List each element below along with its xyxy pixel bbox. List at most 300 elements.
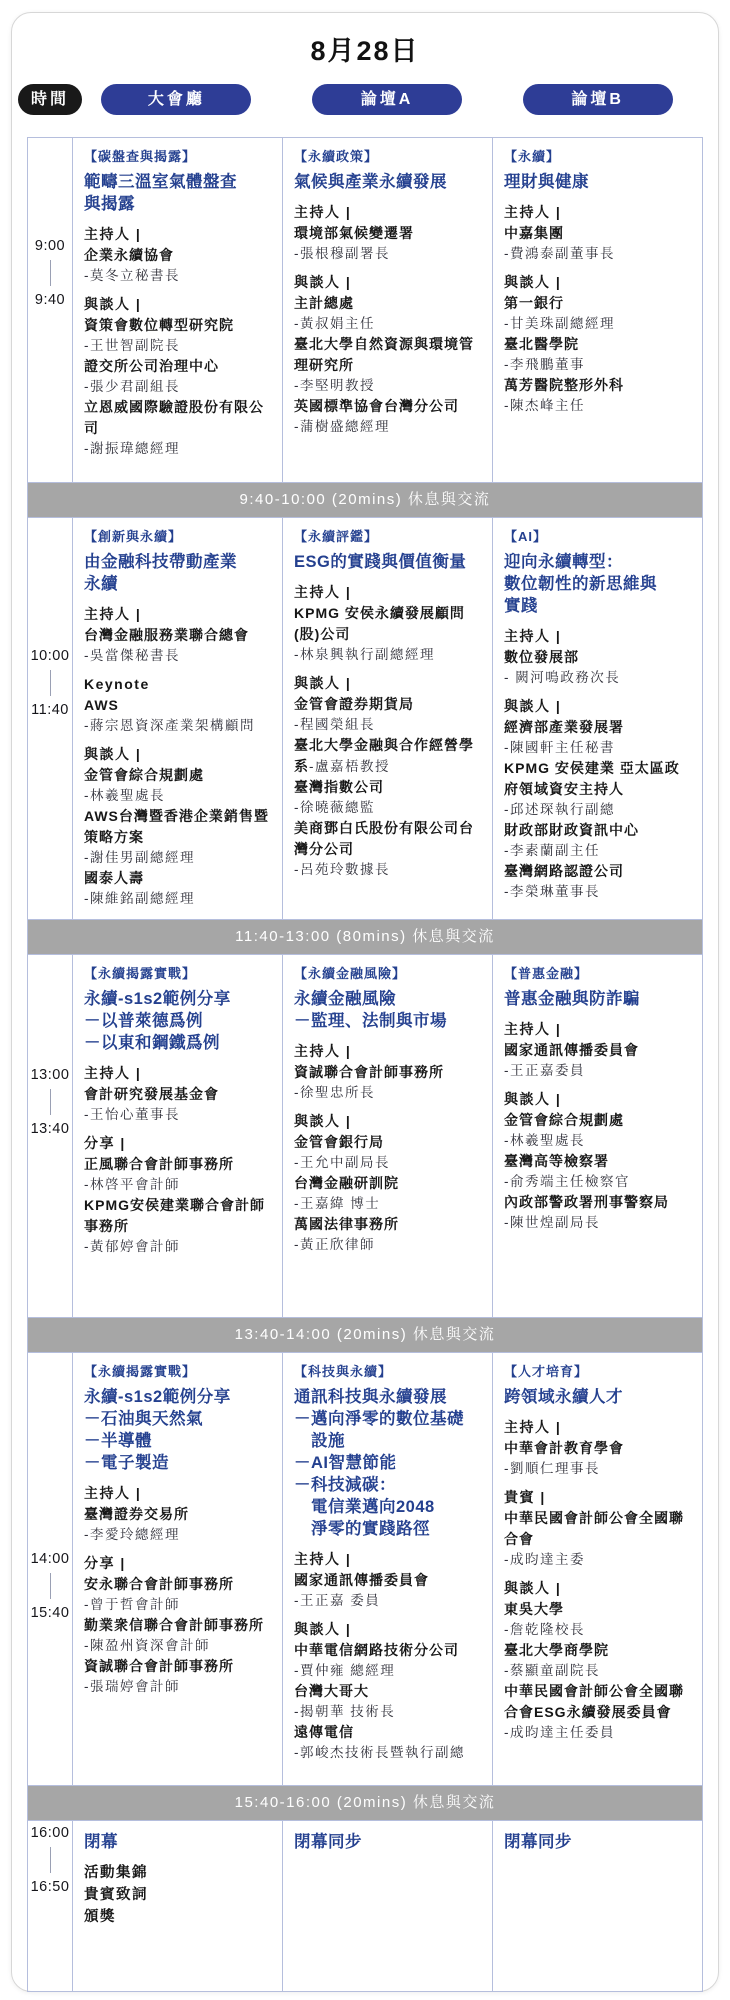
speaker-person: -張少君副組長 bbox=[84, 379, 180, 394]
time-cell bbox=[28, 955, 72, 1317]
speaker-organization: 金管會銀行局 bbox=[294, 1134, 384, 1150]
speaker-person: -謝佳男副總經理 bbox=[84, 850, 195, 865]
speaker-person: -林羲聖處長 bbox=[84, 788, 165, 803]
speaker-entry bbox=[504, 1681, 693, 1743]
time-range bbox=[28, 518, 72, 718]
speaker-entry bbox=[294, 396, 483, 437]
speaker-role-label: 主持人 | bbox=[294, 204, 352, 220]
session-title-line: 淨零的實踐路徑 bbox=[294, 1520, 430, 1538]
speaker-block bbox=[294, 1549, 483, 1611]
speaker-entry bbox=[504, 1151, 693, 1192]
speaker-organization: 環境部氣候變遷署 bbox=[294, 225, 414, 241]
speaker-person: -陳世煌副局長 bbox=[504, 1215, 600, 1230]
speaker-person: -成昀達主任委員 bbox=[504, 1725, 615, 1740]
speaker-person: -李素蘭副主任 bbox=[504, 843, 600, 858]
speaker-block bbox=[294, 272, 483, 437]
speaker-person: -李榮琳董事長 bbox=[504, 884, 600, 899]
speaker-organization: KPMG 安侯建業 亞太區政府領域資安主持人 bbox=[504, 760, 680, 797]
speaker-role-label: 主持人 | bbox=[84, 1485, 142, 1501]
session-title-line: －石油與天然氣 bbox=[84, 1410, 203, 1428]
session-title-line: －邁向淨零的數位基礎 bbox=[294, 1410, 464, 1428]
speaker-role-label: 與談人 | bbox=[294, 1113, 352, 1129]
break-text: 9:40-10:00 (20mins) 休息與交流 bbox=[239, 491, 491, 508]
time-range bbox=[28, 1353, 72, 1621]
session-title-line: 閉幕 bbox=[84, 1833, 118, 1851]
session-title bbox=[294, 551, 483, 573]
session-cell bbox=[72, 955, 282, 1317]
session-plain-line: 頒獎 bbox=[84, 1909, 116, 1925]
session-title-line: 理財與健康 bbox=[504, 173, 589, 191]
speaker-organization: 萬芳醫院整形外科 bbox=[504, 377, 624, 393]
time-cell bbox=[28, 518, 72, 919]
session-row bbox=[28, 138, 702, 482]
speaker-person: -陳杰峰主任 bbox=[504, 398, 585, 413]
speaker-entry bbox=[294, 735, 483, 777]
speaker-person: -黃正欣律師 bbox=[294, 1237, 375, 1252]
speaker-entry bbox=[294, 777, 483, 818]
speaker-entry bbox=[504, 293, 693, 334]
session-title bbox=[84, 171, 273, 215]
speaker-entry bbox=[504, 1640, 693, 1681]
speaker-entry bbox=[84, 695, 273, 736]
session-title-line: 普惠金融與防詐騙 bbox=[504, 990, 640, 1008]
session-category-tag: 【永續揭露實戰】 bbox=[84, 1364, 197, 1379]
time-end: 9:40 bbox=[34, 292, 66, 308]
speaker-person: -王允中副局長 bbox=[294, 1155, 390, 1170]
speaker-role-label: 主持人 | bbox=[504, 1021, 562, 1037]
session-category-tag: 【普惠金融】 bbox=[504, 966, 589, 981]
session-title-line: 永續-s1s2範例分享 bbox=[84, 990, 231, 1008]
speaker-role-label: 主持人 | bbox=[504, 628, 562, 644]
speaker-person: -王嘉緯 博士 bbox=[294, 1196, 381, 1211]
time-connector-line bbox=[50, 1089, 51, 1115]
session-title-line: －科技減碳： bbox=[294, 1476, 396, 1494]
session-title-line: 數位韌性的新思維與 bbox=[504, 575, 657, 593]
speaker-person: -俞秀端主任檢察官 bbox=[504, 1174, 630, 1189]
speaker-block bbox=[84, 1063, 273, 1125]
speaker-entry bbox=[84, 245, 273, 286]
speaker-person: -陳維銘副總經理 bbox=[84, 891, 195, 906]
session-category-tag: 【永續揭露實戰】 bbox=[84, 966, 197, 981]
speaker-organization: 內政部警政署刑事警察局 bbox=[504, 1194, 669, 1210]
session-title bbox=[84, 551, 273, 595]
session-title-line: －以普萊德爲例 bbox=[84, 1012, 203, 1030]
speaker-block bbox=[84, 674, 273, 736]
break-text: 11:40-13:00 (80mins) 休息與交流 bbox=[235, 928, 495, 945]
speaker-block bbox=[504, 626, 693, 688]
session-category-tag: 【AI】 bbox=[504, 529, 548, 544]
speaker-entry bbox=[294, 603, 483, 665]
speaker-entry bbox=[294, 1062, 483, 1103]
speaker-person: -詹乾隆校長 bbox=[504, 1622, 585, 1637]
speaker-role-label: 與談人 | bbox=[504, 1091, 562, 1107]
session-cell bbox=[72, 138, 282, 482]
time-cell bbox=[28, 1353, 72, 1785]
session-cell bbox=[72, 518, 282, 919]
date-title: 8月28日 bbox=[310, 36, 420, 66]
session-title-line: 氣候與產業永續發展 bbox=[294, 173, 447, 191]
session-plain-line: 貴賓致詞 bbox=[84, 1887, 148, 1903]
speaker-entry bbox=[504, 1599, 693, 1640]
speaker-role-label: 與談人 | bbox=[504, 698, 562, 714]
speaker-role-label: 主持人 | bbox=[84, 1065, 142, 1081]
session-title-line: 實踐 bbox=[504, 597, 538, 615]
session-title-line: 通訊科技與永續發展 bbox=[294, 1388, 447, 1406]
time-header-pill: 時間 bbox=[18, 84, 82, 115]
speaker-role-label: Keynote bbox=[84, 676, 150, 692]
speaker-role-label: 主持人 | bbox=[504, 1419, 562, 1435]
session-title-line: －AI智慧節能 bbox=[294, 1454, 397, 1472]
speaker-entry bbox=[294, 1214, 483, 1255]
speaker-entry bbox=[84, 1504, 273, 1545]
speaker-entry bbox=[84, 765, 273, 806]
speaker-person: -成昀達主委 bbox=[504, 1552, 585, 1567]
session-cell bbox=[492, 1353, 702, 1785]
speaker-block bbox=[294, 1041, 483, 1103]
speaker-entry bbox=[294, 334, 483, 396]
schedule-table bbox=[27, 137, 703, 1992]
session-title-line: －監理、法制與市場 bbox=[294, 1012, 447, 1030]
speaker-block bbox=[84, 604, 273, 666]
time-end: 11:40 bbox=[31, 702, 69, 718]
speaker-organization: 正風聯合會計師事務所 bbox=[84, 1156, 234, 1172]
speaker-organization: 數位發展部 bbox=[504, 649, 579, 665]
speaker-entry bbox=[84, 868, 273, 909]
speaker-entry bbox=[504, 861, 693, 902]
speaker-organization: 臺北大學自然資源與環境管理研究所 bbox=[294, 336, 474, 373]
session-title-line: 範疇三溫室氣體盤查 bbox=[84, 173, 237, 191]
speaker-organization: 第一銀行 bbox=[504, 295, 564, 311]
speaker-person: -郭峻杰技術長暨執行副總 bbox=[294, 1745, 465, 1760]
speaker-person: -謝振瑋總經理 bbox=[84, 441, 180, 456]
session-title bbox=[294, 1831, 483, 1853]
speaker-block bbox=[84, 224, 273, 286]
speaker-entry bbox=[294, 1132, 483, 1173]
session-row bbox=[28, 954, 702, 1317]
session-title-line: 閉幕同步 bbox=[504, 1833, 572, 1851]
speaker-organization: 金管會證券期貨局 bbox=[294, 696, 414, 712]
speaker-person: -甘美珠副總經理 bbox=[504, 316, 615, 331]
speaker-block bbox=[84, 744, 273, 909]
speaker-entry bbox=[504, 1438, 693, 1479]
speaker-organization: 台灣金融研訓院 bbox=[294, 1175, 399, 1191]
speaker-entry bbox=[504, 334, 693, 375]
speaker-person: -賈仲雍 總經理 bbox=[294, 1663, 396, 1678]
session-category-tag: 【創新與永續】 bbox=[84, 529, 183, 544]
speaker-block bbox=[84, 1133, 273, 1257]
time-range bbox=[28, 1821, 72, 1895]
speaker-organization: 中華民國會計師公會全國聯合會ESG永續發展委員會 bbox=[504, 1683, 684, 1720]
speaker-role-label: 貴賓 | bbox=[504, 1489, 546, 1505]
speaker-block bbox=[294, 1111, 483, 1255]
session-title-line: 永續 bbox=[84, 575, 118, 593]
speaker-block bbox=[294, 673, 483, 880]
speaker-role-label: 與談人 | bbox=[294, 675, 352, 691]
time-end: 16:50 bbox=[30, 1879, 70, 1895]
session-title bbox=[294, 988, 483, 1032]
time-start: 14:00 bbox=[30, 1551, 70, 1567]
speaker-organization: 財政部財政資訊中心 bbox=[504, 822, 639, 838]
session-category-tag: 【科技與永續】 bbox=[294, 1364, 393, 1379]
speaker-person: -費鴻泰副董事長 bbox=[504, 246, 615, 261]
speaker-organization: 立恩威國際驗證股份有限公司 bbox=[84, 399, 264, 436]
session-title-line: 永續金融風險 bbox=[294, 990, 396, 1008]
speaker-organization: 中華民國會計師公會全國聯合會 bbox=[504, 1510, 684, 1547]
session-category-tag: 【永續政策】 bbox=[294, 149, 379, 164]
speaker-organization: AWS台灣暨香港企業銷售暨策略方案 bbox=[84, 808, 269, 845]
speaker-organization: 金管會綜合規劃處 bbox=[84, 767, 204, 783]
speaker-role-label: 與談人 | bbox=[84, 296, 142, 312]
speaker-role-label: 與談人 | bbox=[294, 274, 352, 290]
session-title-line: －以東和鋼鐵爲例 bbox=[84, 1034, 220, 1052]
speaker-organization: 金管會綜合規劃處 bbox=[504, 1112, 624, 1128]
speaker-block bbox=[84, 1483, 273, 1545]
speaker-person: -林啓平會計師 bbox=[84, 1177, 180, 1192]
speaker-role-label: 分享 | bbox=[84, 1555, 126, 1571]
speaker-organization: KPMG 安侯永續發展顧問(股)公司 bbox=[294, 605, 465, 642]
speaker-entry bbox=[84, 625, 273, 666]
speaker-entry bbox=[294, 223, 483, 264]
break-text: 15:40-16:00 (20mins) 休息與交流 bbox=[234, 1794, 496, 1811]
speaker-role-label: 與談人 | bbox=[504, 1580, 562, 1596]
speaker-organization: 臺北大學商學院 bbox=[504, 1642, 609, 1658]
session-cell bbox=[282, 138, 492, 482]
speaker-entry bbox=[294, 1570, 483, 1611]
session-plain-line: 活動集錦 bbox=[84, 1865, 148, 1881]
speaker-entry bbox=[84, 315, 273, 356]
time-cell bbox=[28, 1821, 72, 1991]
session-title-line: 永續-s1s2範例分享 bbox=[84, 1388, 231, 1406]
speaker-organization: 國家通訊傳播委員會 bbox=[504, 1042, 639, 1058]
speaker-entry bbox=[294, 694, 483, 735]
speaker-organization: 臺北醫學院 bbox=[504, 336, 579, 352]
speaker-organization: 中華電信網路技術分公司 bbox=[294, 1642, 459, 1658]
session-title-line: 跨領域永續人才 bbox=[504, 1388, 623, 1406]
speaker-person: - 闕河鳴政務次長 bbox=[504, 670, 621, 685]
speaker-organization: 中華會計教育學會 bbox=[504, 1440, 624, 1456]
speaker-role-label: 與談人 | bbox=[294, 1621, 352, 1637]
speaker-person: -吳當傑秘書長 bbox=[84, 648, 180, 663]
break-row bbox=[28, 1785, 702, 1820]
session-category-tag: 【碳盤查與揭露】 bbox=[84, 149, 197, 164]
speaker-role-label: 主持人 | bbox=[294, 584, 352, 600]
session-cell bbox=[492, 518, 702, 919]
speaker-organization: 會計研究發展基金會 bbox=[84, 1086, 219, 1102]
speaker-organization: 臺灣高等檢察署 bbox=[504, 1153, 609, 1169]
speaker-person: -王正嘉委員 bbox=[504, 1063, 585, 1078]
speaker-person: -蒲樹盛總經理 bbox=[294, 419, 390, 434]
speaker-person: -曾于哲會計師 bbox=[84, 1597, 180, 1612]
speaker-entry bbox=[504, 1192, 693, 1233]
speaker-organization: 美商鄧白氏股份有限公司台灣分公司 bbox=[294, 820, 474, 857]
speaker-organization: 台灣金融服務業聯合總會 bbox=[84, 627, 249, 643]
speaker-organization: 遠傳電信 bbox=[294, 1724, 354, 1740]
speaker-organization: 主計總處 bbox=[294, 295, 354, 311]
session-title-line: 迎向永續轉型： bbox=[504, 553, 623, 571]
speaker-person: -李堅明教授 bbox=[294, 378, 375, 393]
session-cell bbox=[72, 1353, 282, 1785]
speaker-organization: KPMG安侯建業聯合會計師事務所 bbox=[84, 1197, 265, 1234]
session-cell bbox=[72, 1821, 282, 1991]
session-title-line: 由金融科技帶動產業 bbox=[84, 553, 237, 571]
time-end: 13:40 bbox=[30, 1121, 70, 1137]
speaker-person: -黃叔娟主任 bbox=[294, 316, 375, 331]
speaker-person: -王世智副院長 bbox=[84, 338, 180, 353]
speaker-entry bbox=[294, 1722, 483, 1763]
speaker-entry bbox=[504, 1040, 693, 1081]
speaker-person: -蔣宗恩資深產業架構顧問 bbox=[84, 718, 255, 733]
speaker-person: -李愛玲總經理 bbox=[84, 1527, 180, 1542]
session-cell bbox=[492, 1821, 702, 1991]
speaker-block bbox=[294, 202, 483, 264]
speaker-entry bbox=[504, 647, 693, 688]
speaker-block bbox=[504, 202, 693, 264]
speaker-person: -陳盈州資深會計師 bbox=[84, 1638, 210, 1653]
session-title bbox=[84, 1831, 273, 1853]
speaker-organization: 臺灣網路認證公司 bbox=[504, 863, 624, 879]
time-start: 9:00 bbox=[34, 238, 66, 254]
speaker-block bbox=[504, 1487, 693, 1570]
speaker-block bbox=[84, 1553, 273, 1697]
speaker-entry bbox=[294, 1640, 483, 1681]
speaker-block bbox=[504, 1417, 693, 1479]
session-title-line: 閉幕同步 bbox=[294, 1833, 362, 1851]
speaker-organization: 臺北大學金融與合作經營學系 bbox=[294, 737, 474, 774]
speaker-entry bbox=[504, 1110, 693, 1151]
speaker-entry bbox=[504, 758, 693, 820]
speaker-person: -呂苑玲數據長 bbox=[294, 862, 390, 877]
speaker-person: -張瑞婷會計師 bbox=[84, 1679, 180, 1694]
speaker-organization: 東吳大學 bbox=[504, 1601, 564, 1617]
speaker-entry bbox=[294, 1173, 483, 1214]
speaker-person: -王怡心董事長 bbox=[84, 1107, 180, 1122]
speaker-entry bbox=[84, 1615, 273, 1656]
time-end: 15:40 bbox=[30, 1605, 70, 1621]
speaker-person: -盧嘉梧教授 bbox=[309, 759, 390, 774]
speaker-person: -林羲聖處長 bbox=[504, 1133, 585, 1148]
speaker-block bbox=[504, 1019, 693, 1081]
speaker-block bbox=[504, 696, 693, 902]
session-category-tag: 【人才培育】 bbox=[504, 1364, 589, 1379]
session-title bbox=[84, 1386, 273, 1474]
speaker-organization: 證交所公司治理中心 bbox=[84, 358, 219, 374]
speaker-role-label: 主持人 | bbox=[294, 1551, 352, 1567]
session-cell bbox=[492, 138, 702, 482]
speaker-person: -王正嘉 委員 bbox=[294, 1593, 381, 1608]
break-row bbox=[28, 919, 702, 954]
speaker-entry bbox=[84, 1084, 273, 1125]
speaker-person: -陳國軒主任秘書 bbox=[504, 740, 615, 755]
speaker-entry bbox=[84, 356, 273, 397]
session-title bbox=[294, 171, 483, 193]
track-pill-forum-a: 論壇A bbox=[312, 84, 462, 115]
break-row bbox=[28, 482, 702, 517]
time-start: 10:00 bbox=[30, 648, 70, 664]
speaker-block bbox=[84, 294, 273, 459]
speaker-organization: 資策會數位轉型研究院 bbox=[84, 317, 234, 333]
session-title bbox=[504, 551, 693, 617]
time-connector-line bbox=[50, 1573, 51, 1599]
speaker-organization: 資誠聯合會計師事務所 bbox=[294, 1064, 444, 1080]
speaker-person: -莫冬立秘書長 bbox=[84, 268, 180, 283]
speaker-organization: 台灣大哥大 bbox=[294, 1683, 369, 1699]
session-title-line: －電子製造 bbox=[84, 1454, 169, 1472]
speaker-person: -林泉興執行副總經理 bbox=[294, 647, 435, 662]
speaker-organization: 國家通訊傳播委員會 bbox=[294, 1572, 429, 1588]
session-row bbox=[28, 1352, 702, 1785]
session-title-line: 電信業邁向2048 bbox=[294, 1498, 435, 1516]
break-row bbox=[28, 1317, 702, 1352]
time-connector-line bbox=[50, 260, 51, 286]
speaker-entry bbox=[84, 1154, 273, 1195]
session-title bbox=[504, 171, 693, 193]
speaker-organization: 國泰人壽 bbox=[84, 870, 144, 886]
speaker-entry bbox=[294, 818, 483, 880]
session-title-line: 與揭露 bbox=[84, 195, 135, 213]
session-row bbox=[28, 1820, 702, 1991]
speaker-role-label: 與談人 | bbox=[504, 274, 562, 290]
speaker-role-label: 主持人 | bbox=[504, 204, 562, 220]
speaker-entry bbox=[504, 717, 693, 758]
speaker-organization: 勤業衆信聯合會計師事務所 bbox=[84, 1617, 264, 1633]
session-cell bbox=[492, 955, 702, 1317]
speaker-entry bbox=[84, 397, 273, 459]
speaker-entry bbox=[84, 1656, 273, 1697]
speaker-person: -劉順仁理事長 bbox=[504, 1461, 600, 1476]
speaker-person: -徐曉薇總監 bbox=[294, 800, 375, 815]
speaker-block bbox=[504, 272, 693, 416]
session-title bbox=[84, 988, 273, 1054]
speaker-person: -徐聖忠所長 bbox=[294, 1085, 375, 1100]
session-cell bbox=[282, 1821, 492, 1991]
speaker-organization: 臺灣指數公司 bbox=[294, 779, 384, 795]
session-cell bbox=[282, 955, 492, 1317]
speaker-entry bbox=[504, 223, 693, 264]
speaker-block bbox=[294, 1619, 483, 1763]
speaker-person: -蔡顯童副院長 bbox=[504, 1663, 600, 1678]
speaker-role-label: 主持人 | bbox=[294, 1043, 352, 1059]
speaker-entry bbox=[504, 1508, 693, 1570]
speaker-organization: 資誠聯合會計師事務所 bbox=[84, 1658, 234, 1674]
session-category-tag: 【永續金融風險】 bbox=[294, 966, 407, 981]
session-title bbox=[504, 1831, 693, 1853]
speaker-organization: 經濟部產業發展署 bbox=[504, 719, 624, 735]
speaker-organization: 臺灣證券交易所 bbox=[84, 1506, 189, 1522]
speaker-entry bbox=[84, 806, 273, 868]
time-range bbox=[28, 138, 72, 308]
session-title-line: 設施 bbox=[294, 1432, 345, 1450]
speaker-entry bbox=[84, 1574, 273, 1615]
break-text: 13:40-14:00 (20mins) 休息與交流 bbox=[234, 1326, 496, 1343]
speaker-person: -邱述琛執行副總 bbox=[504, 802, 615, 817]
speaker-person: -黃郁婷會計師 bbox=[84, 1239, 180, 1254]
session-title-line: ESG的實踐與價值衡量 bbox=[294, 553, 467, 571]
speaker-entry bbox=[294, 1681, 483, 1722]
session-row bbox=[28, 517, 702, 919]
agenda-card bbox=[11, 12, 719, 1992]
speaker-organization: 中嘉集團 bbox=[504, 225, 564, 241]
time-start: 13:00 bbox=[30, 1067, 70, 1083]
session-category-tag: 【永續】 bbox=[504, 149, 561, 164]
session-title bbox=[504, 988, 693, 1010]
speaker-role-label: 與談人 | bbox=[84, 746, 142, 762]
speaker-entry bbox=[504, 820, 693, 861]
speaker-entry bbox=[504, 375, 693, 416]
speaker-role-label: 主持人 | bbox=[84, 606, 142, 622]
speaker-entry bbox=[84, 1195, 273, 1257]
time-connector-line bbox=[50, 1847, 51, 1873]
track-header-row bbox=[27, 84, 703, 115]
